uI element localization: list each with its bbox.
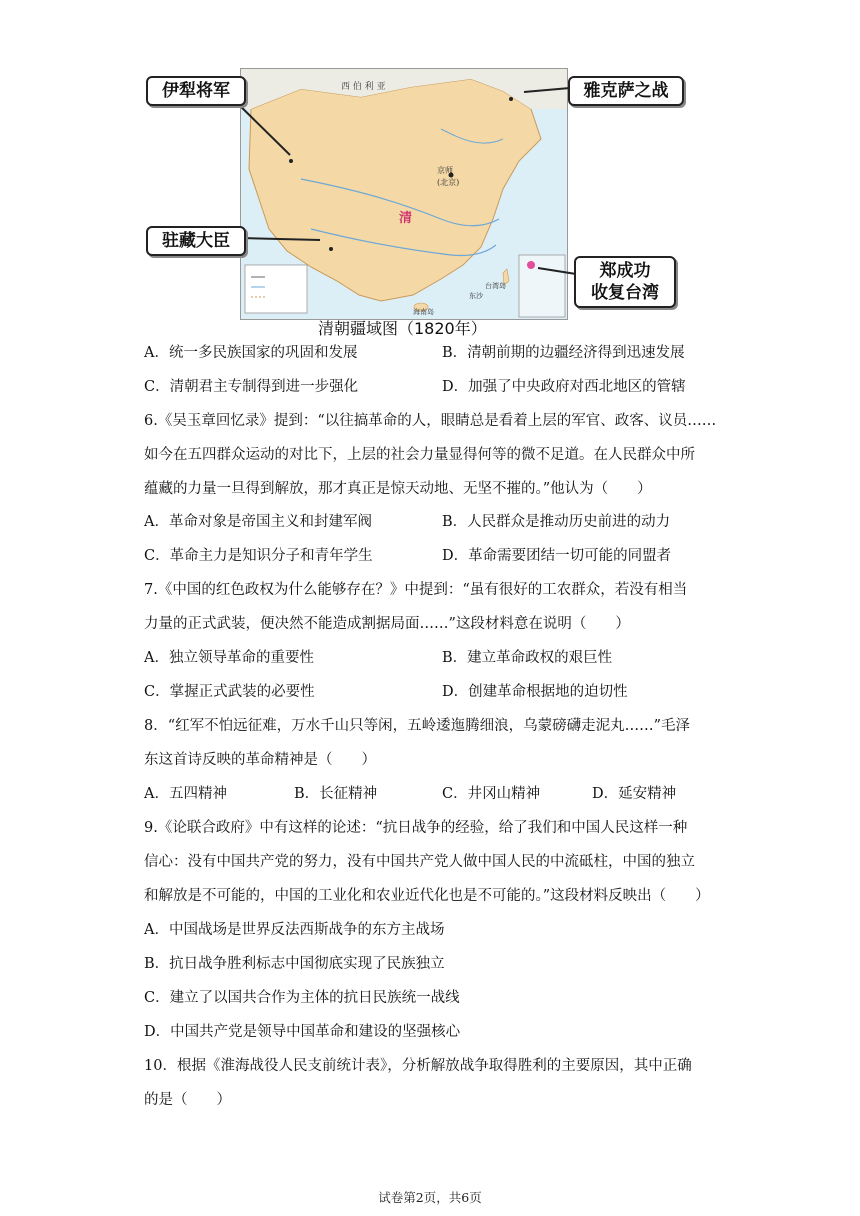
q9-stem-line3: 和解放是不可能的，中国的工业化和农业近代化也是不可能的。”这段材料反映出（ ）: [144, 888, 710, 904]
q5-option-a: A．统一多民族国家的巩固和发展: [144, 345, 358, 361]
q7-stem-line2: 力量的正式武装，便决然不能造成割据局面……”这段材料意在说明（ ）: [144, 616, 630, 632]
q7-option-c: C．掌握正式武装的必要性: [144, 684, 315, 700]
qing-label: 清: [399, 211, 413, 226]
callout-tibet-minister: 驻藏大臣: [146, 226, 246, 256]
q8-stem-line1: 8．“红军不怕远征难，万水千山只等闲，五岭逶迤腾细浪，乌蒙磅礴走泥丸……”毛泽: [144, 718, 691, 734]
q6-stem-line1: 6.《吴玉章回忆录》提到：“以往搞革命的人，眼睛总是看着上层的军官、政客、议员……: [144, 413, 717, 429]
figure-caption: 清朝疆域图（1820年）: [318, 319, 487, 338]
taiwan-label: 台湾岛: [485, 282, 506, 290]
callout-taiwan-recovery: [574, 256, 676, 308]
capital-label: 京师: [437, 166, 453, 175]
q8-option-b: B．长征精神: [294, 786, 378, 802]
siberia-label: 西 伯 利 亚: [341, 82, 386, 92]
q9-option-a: A．中国战场是世界反法西斯战争的东方主战场: [144, 922, 445, 938]
q8-option-a: A．五四精神: [144, 786, 227, 802]
q9-option-b: B．抗日战争胜利标志中国彻底实现了民族独立: [144, 956, 445, 972]
q9-option-c: C．建立了以国共合作为主体的抗日民族统一战线: [144, 990, 460, 1006]
hainan-label: 海南岛: [413, 308, 434, 316]
q6-stem-line2: 如今在五四群众运动的对比下，上层的社会力量显得何等的微不足道。在人民群众中所: [144, 447, 695, 463]
q7-option-b: B．建立革命政权的艰巨性: [442, 650, 613, 666]
page-footer: 试卷第2页，共6页: [378, 1190, 482, 1205]
qing-territory-map: [240, 68, 568, 320]
dongsha-label: 东沙: [469, 292, 483, 300]
q6-stem-line3: 蕴藏的力量一旦得到解放，那才真正是惊天动地、无坚不摧的。”他认为（ ）: [144, 481, 652, 497]
q9-option-d: D．中国共产党是领导中国革命和建设的坚强核心: [144, 1024, 461, 1040]
q6-option-c: C．革命主力是知识分子和青年学生: [144, 548, 373, 564]
q9-stem-line1: 9.《论联合政府》中有这样的论述：“抗日战争的经验，给了我们和中国人民这样一种: [144, 820, 688, 836]
q7-stem-line1: 7.《中国的红色政权为什么能够存在？》中提到：“虽有很好的工农群众，若没有相当: [144, 582, 688, 598]
q6-option-d: D．革命需要团结一切可能的同盟者: [442, 548, 672, 564]
q10-stem-line2: 的是（ ）: [144, 1092, 231, 1108]
q10-stem-line1: 10．根据《淮海战役人民支前统计表》，分析解放战争取得胜利的主要原因，其中正确: [144, 1058, 692, 1074]
callout-taiwan-line1: 郑成功: [599, 261, 651, 281]
q5-option-c: C．清朝君主专制得到进一步强化: [144, 379, 359, 395]
q5-option-d: D．加强了中央政府对西北地区的管辖: [442, 379, 686, 395]
q8-stem-line2: 东这首诗反映的革命精神是（ ）: [144, 752, 376, 768]
q8-option-c: C．井冈山精神: [442, 786, 541, 802]
map-drawing: [241, 69, 567, 319]
q7-option-a: A．独立领导革命的重要性: [144, 650, 314, 666]
q8-option-d: D．延安精神: [592, 786, 677, 802]
qing-territory-figure: [140, 60, 680, 346]
callout-taiwan-line2: 收复台湾: [591, 283, 659, 303]
beijing-label: (北京): [437, 178, 460, 187]
q5-option-b: B．清朝前期的边疆经济得到迅速发展: [442, 345, 685, 361]
q9-stem-line2: 信心：没有中国共产党的努力，没有中国共产党人做中国人民的中流砥柱，中国的独立: [144, 854, 695, 870]
callout-yaksa-battle: 雅克萨之战: [568, 76, 684, 106]
q7-option-d: D．创建革命根据地的迫切性: [442, 684, 628, 700]
q6-option-a: A．革命对象是帝国主义和封建军阀: [144, 514, 372, 530]
callout-ili-general: 伊犁将军: [146, 76, 246, 106]
q6-option-b: B．人民群众是推动历史前进的动力: [442, 514, 671, 530]
